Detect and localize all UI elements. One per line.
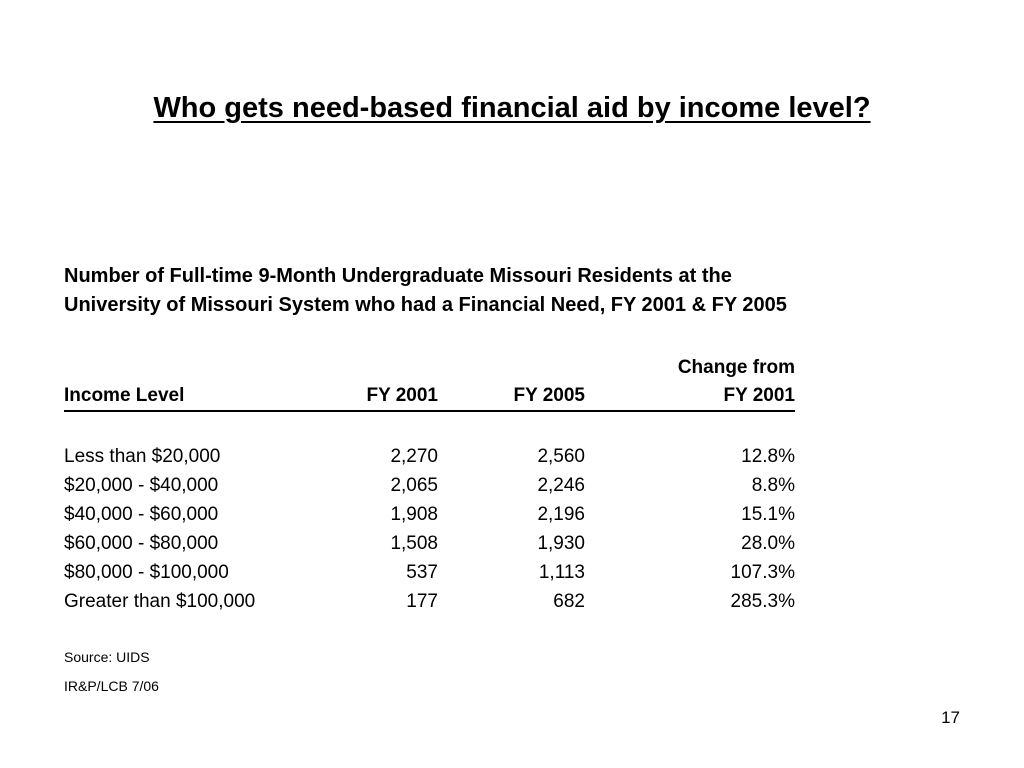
change-cell: 15.1% bbox=[741, 504, 795, 525]
spacer-row bbox=[64, 411, 795, 442]
table-caption-line-1: Number of Full-time 9-Month Undergraduate Missouri Residents at the bbox=[64, 265, 732, 287]
header-fy2005: FY 2005 bbox=[438, 382, 585, 411]
table-caption bbox=[64, 262, 1004, 320]
table-row bbox=[64, 529, 795, 558]
fy2005-cell: 1,113 bbox=[538, 562, 585, 583]
change-cell: 107.3% bbox=[730, 562, 795, 583]
income-level-cell: Greater than $100,000 bbox=[64, 591, 256, 612]
fy2001-cell: 1,508 bbox=[390, 533, 438, 554]
income-level-cell: $40,000 - $60,000 bbox=[64, 504, 219, 525]
header-income-level: Income Level bbox=[64, 382, 286, 411]
change-cell: 8.8% bbox=[751, 475, 795, 496]
fy2001-cell: 537 bbox=[406, 562, 438, 583]
header-change-line-1: Change from bbox=[677, 357, 795, 378]
fy2005-cell: 682 bbox=[553, 591, 585, 612]
fy2005-cell: 2,196 bbox=[537, 504, 585, 525]
fy2001-cell: 1,908 bbox=[390, 504, 438, 525]
fy2005-cell: 1,930 bbox=[537, 533, 585, 554]
change-cell: 285.3% bbox=[730, 591, 795, 612]
header-row bbox=[64, 382, 795, 411]
income-level-cell: $80,000 - $100,000 bbox=[64, 562, 229, 583]
fy2001-cell: 177 bbox=[406, 591, 438, 612]
fy2005-cell: 2,246 bbox=[537, 475, 585, 496]
table-row bbox=[64, 442, 795, 471]
income-level-cell: $60,000 - $80,000 bbox=[64, 533, 219, 554]
change-cell: 12.8% bbox=[741, 446, 795, 467]
income-level-cell: Less than $20,000 bbox=[64, 446, 221, 467]
header-fy2001: FY 2001 bbox=[286, 382, 438, 411]
income-level-cell: $20,000 - $40,000 bbox=[64, 475, 219, 496]
source-note: Source: UIDS bbox=[64, 649, 150, 665]
fy2001-cell: 2,270 bbox=[390, 446, 438, 467]
page-number: 17 bbox=[941, 708, 960, 727]
change-cell: 28.0% bbox=[741, 533, 795, 554]
financial-need-table bbox=[64, 354, 795, 616]
table-row bbox=[64, 558, 795, 587]
slide-title: Who gets need-based financial aid by income level? bbox=[153, 92, 871, 124]
table-caption-line-2: University of Missouri System who had a Financial Need, FY 2001 & FY 2005 bbox=[64, 294, 787, 316]
fy2005-cell: 2,560 bbox=[537, 446, 585, 467]
table-row bbox=[64, 500, 795, 529]
table-row bbox=[64, 471, 795, 500]
header-row-top bbox=[64, 354, 795, 382]
fy2001-cell: 2,065 bbox=[390, 475, 438, 496]
credit-note: IR&P/LCB 7/06 bbox=[64, 678, 159, 694]
header-change-line-2: FY 2001 bbox=[585, 382, 795, 411]
table-row bbox=[64, 587, 795, 616]
